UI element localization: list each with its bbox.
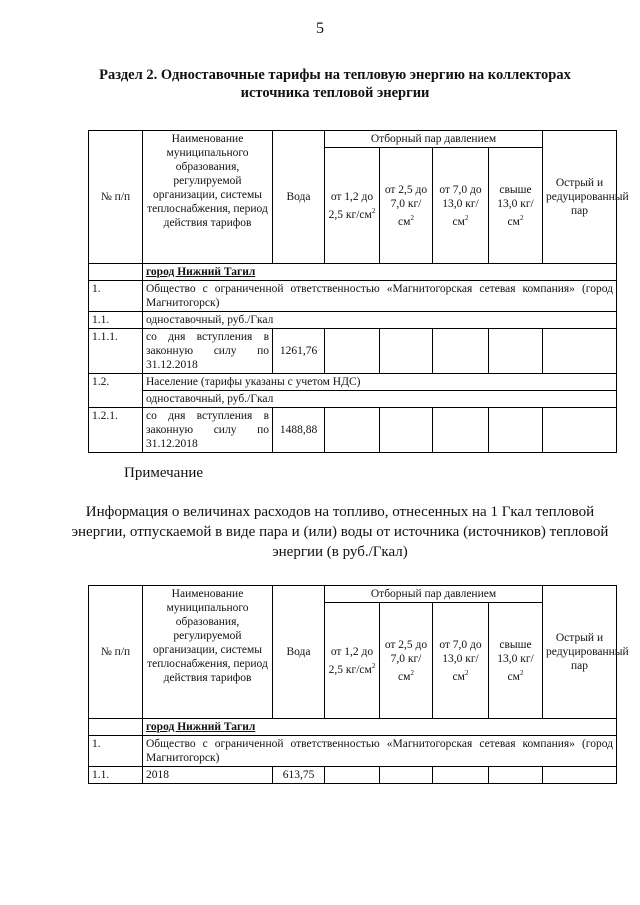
row-number: 1.1. — [89, 312, 143, 329]
header-pressure-1: от 1,2 до 2,5 $кг/см^2$ — [325, 603, 380, 719]
row-number: 1. — [89, 281, 143, 312]
header-water: Вода — [273, 586, 325, 719]
tariff-period: со дня вступления в законную силу по 31.12.2018 — [143, 408, 273, 453]
tariff-type: одноставочный, руб./Гкал — [143, 391, 617, 408]
organization-name: Общество с ограниченной ответственностью «Магнитогорская сетевая компания» (город Магнитогорск) — [143, 281, 617, 312]
header-water: Вода — [273, 131, 325, 264]
header-pressure-2: от 2,5 до 7,0 $кг/см^2$ — [380, 148, 433, 264]
header-org: Наименование муниципального образования, регулируемой организации, системы теплоснабжения, период действия тарифов — [143, 131, 273, 264]
fuel-cost-table — [88, 585, 629, 784]
population-label: Население (тарифы указаны с учетом НДС) — [143, 374, 617, 391]
header-num: № п/п — [89, 131, 143, 264]
header-sharp-steam: Острый и редуцированный пар — [543, 586, 617, 719]
row-number: 1. — [89, 736, 143, 767]
header-org: Наименование муниципального образования, регулируемой организации, системы теплоснабжения, период действия тарифов — [143, 586, 273, 719]
water-value: 1261,76 — [273, 329, 325, 374]
header-pressure-2: от 2,5 до 7,0 $кг/см^2$ — [380, 603, 433, 719]
organization-name: Общество с ограниченной ответственностью «Магнитогорская сетевая компания» (город Магнитогорск) — [143, 736, 617, 767]
page-number: 5 — [316, 20, 324, 37]
header-pressure-3: от 7,0 до 13,0 $кг/см^2$ — [433, 603, 489, 719]
water-value: 1488,88 — [273, 408, 325, 453]
header-pressure-4: свыше 13,0 $кг/см^2$ — [489, 148, 543, 264]
tariff-period: со дня вступления в законную силу по 31.12.2018 — [143, 329, 273, 374]
tariff-type: одноставочный, руб./Гкал — [143, 312, 617, 329]
header-pressure-4: свыше 13,0 $кг/см^2$ — [489, 603, 543, 719]
header-pressure-3: от 7,0 до 13,0 $кг/см^2$ — [433, 148, 489, 264]
info-text: Информация о величинах расходов на топливо, отнесенных на 1 Гкал тепловой энергии, отпускаемой в виде пара и (или) воды от источника (источников) тепловой энергии (в руб./Гкал) — [71, 504, 609, 560]
row-number: 1.2. — [89, 374, 143, 408]
row-number: 1.2.1. — [89, 408, 143, 453]
city-row: город Нижний Тагил — [143, 264, 617, 281]
header-num: № п/п — [89, 586, 143, 719]
header-steam-group: Отборный пар давлением — [325, 131, 543, 148]
row-number: 1.1. — [89, 767, 143, 784]
header-sharp-steam: Острый и редуцированный пар — [543, 131, 617, 264]
note-label: Примечание — [124, 465, 204, 481]
city-row: город Нижний Тагил — [143, 719, 617, 736]
header-steam-group: Отборный пар давлением — [325, 586, 543, 603]
water-value: 613,75 — [273, 767, 325, 784]
header-pressure-1: от 1,2 до 2,5 $кг/см^2$ — [325, 148, 380, 264]
section-title: Раздел 2. Одноставочные тарифы на тепловую энергию на коллекторах источника тепловой энергии — [99, 67, 571, 101]
row-number: 1.1.1. — [89, 329, 143, 374]
year-cell: 2018 — [143, 767, 273, 784]
tariff-table — [88, 130, 629, 453]
